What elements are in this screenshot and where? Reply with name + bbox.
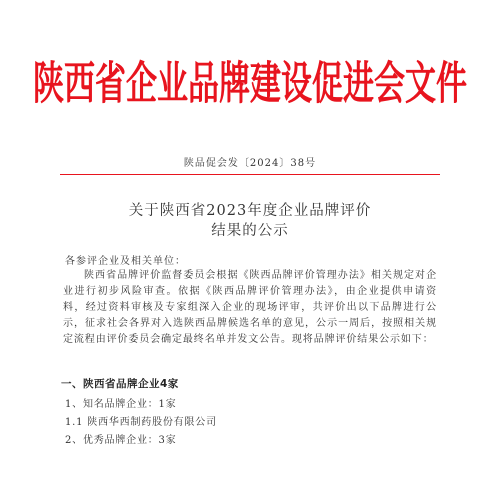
document-header-title: 陕西省企业品牌建设促进会文件: [33, 57, 467, 110]
list-item-excellent-brand: 2、优秀品牌企业：3家: [65, 435, 177, 446]
list-item-company: 1.1 陕西华西制药股份有限公司: [65, 417, 217, 428]
body-paragraph: 陕西省品牌评价监督委员会根据《陕西品牌评价管理办法》相关规定对企业进行初步风险审查。依据《陕西品牌评价管理办法》，由企业提供申请资料，经过资料审核及专家组深入企业的现场评审，共评价出以下品牌进行公示，征求社会各界对入选陕西品牌候选名单的意见，公示一周后，按照相关规定流程由评价委员会确定最终名单并发文公告。现将品牌评价结果公示如下：: [63, 270, 437, 345]
document-title: [0, 201, 500, 241]
document-title-line-2: 结果的公示: [211, 223, 289, 239]
document-title-line-1: 关于陕西省2023年度企业品牌评价: [128, 203, 372, 219]
list-item-known-brand: 1、知名品牌企业：1家: [65, 399, 177, 410]
section-heading: 一、陕西省品牌企业4家: [61, 378, 179, 390]
header-divider: [60, 174, 440, 175]
salutation: 各参评企业及相关单位：: [65, 256, 186, 267]
document-number: 陕品促会发〔2024〕38号: [183, 158, 317, 169]
